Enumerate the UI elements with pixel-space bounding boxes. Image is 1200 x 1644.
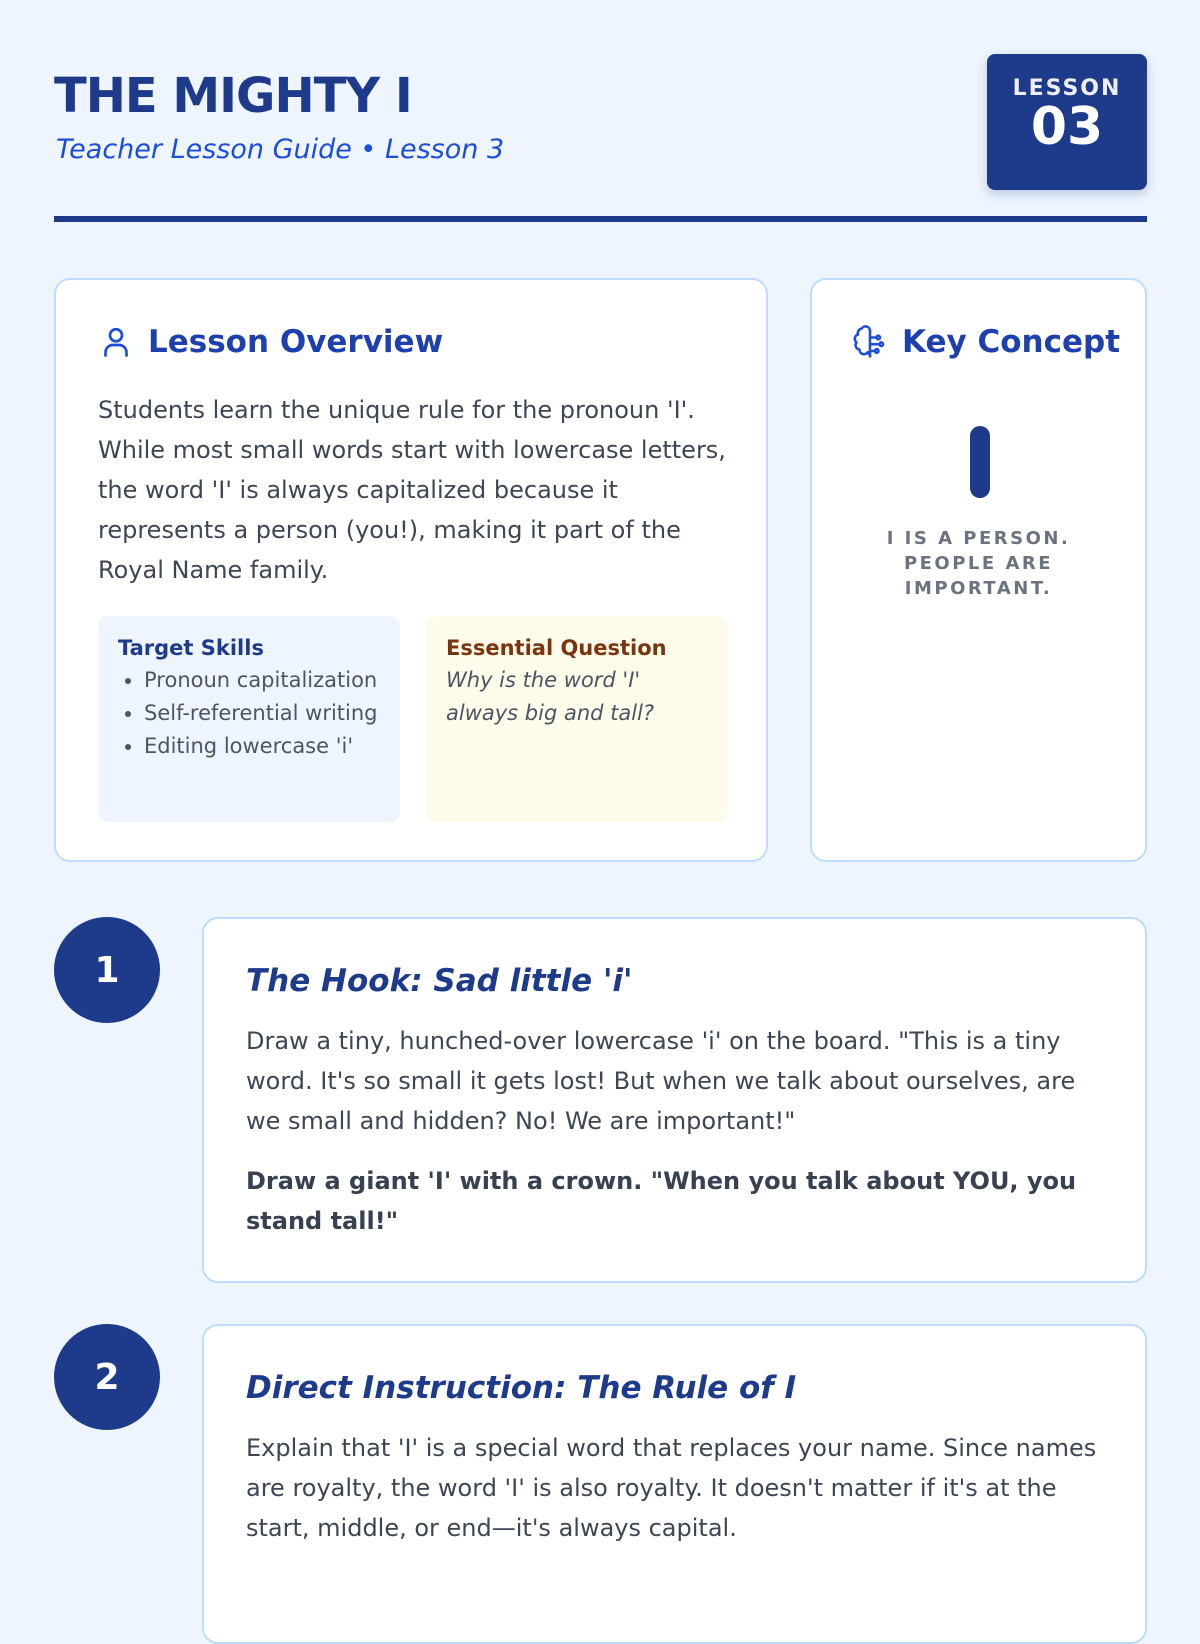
key-concept-title: Key Concept bbox=[902, 324, 1121, 360]
step-1-bold-text: Draw a giant 'I' with a crown. "When you talk about YOU, you stand tall!" bbox=[246, 1167, 1077, 1235]
lesson-overview-text: Students learn the unique rule for the pronoun 'I'. While most small words start with lowercase letters, the word 'I' is always capitalized because it represents a person (you!), making it part of the Royal Name family. bbox=[98, 396, 726, 584]
caption-line: PEOPLE ARE bbox=[903, 553, 1054, 574]
lesson-overview-title: Lesson Overview bbox=[148, 324, 444, 360]
step-2-text: Explain that 'I' is a special word that replaces your name. Since names are royalty, the word 'I' is also royalty. It doesn't matter if it's at the start, middle, or end—it's always capital. bbox=[246, 1434, 1097, 1542]
essential-question-title: Essential Question bbox=[446, 636, 667, 660]
list-item: • Pronoun capitalization bbox=[144, 664, 380, 697]
lesson-overview-heading bbox=[98, 324, 443, 360]
step-1-card bbox=[202, 917, 1147, 1283]
list-item: • Self-referential writing bbox=[144, 697, 380, 730]
lesson-badge bbox=[987, 54, 1147, 190]
key-concept-heading bbox=[852, 324, 1120, 360]
lesson-badge-number: 03 bbox=[1030, 97, 1104, 157]
target-skills-list bbox=[118, 664, 380, 763]
page-title: THE MIGHTY I bbox=[54, 68, 412, 124]
step-2-number: 2 bbox=[54, 1324, 160, 1430]
step-1-text: Draw a tiny, hunched-over lowercase 'i' on the board. "This is a tiny word. It's so small it gets lost! But when we talk about ourselves, are we small and hidden? No! We are important!" bbox=[246, 1027, 1076, 1135]
caption-line: I IS A PERSON. bbox=[886, 528, 1071, 549]
capital-i-graphic bbox=[970, 426, 990, 498]
page-subtitle: Teacher Lesson Guide • Lesson 3 bbox=[56, 134, 505, 165]
user-icon bbox=[98, 324, 134, 360]
step-2-card bbox=[202, 1324, 1147, 1644]
page-header bbox=[54, 54, 1147, 224]
target-skills-box bbox=[98, 616, 400, 822]
essential-question-text: Why is the word 'I' always big and tall? bbox=[446, 668, 655, 725]
step-2-title: Direct Instruction: The Rule of I bbox=[246, 1370, 797, 1406]
list-item: • Editing lowercase 'i' bbox=[144, 730, 380, 763]
lesson-badge-label: LESSON bbox=[1012, 76, 1122, 101]
key-concept-card bbox=[810, 278, 1147, 862]
step-1-number: 1 bbox=[54, 917, 160, 1023]
step-1-title: The Hook: Sad little 'i' bbox=[246, 963, 633, 999]
lesson-page bbox=[54, 0, 1147, 1600]
header-divider bbox=[54, 216, 1147, 222]
brain-icon bbox=[852, 324, 888, 360]
essential-question-box bbox=[426, 616, 728, 822]
key-concept-caption bbox=[812, 526, 1145, 601]
caption-line: IMPORTANT. bbox=[904, 578, 1053, 599]
target-skills-title: Target Skills bbox=[118, 636, 264, 660]
lesson-overview-card bbox=[54, 278, 768, 862]
